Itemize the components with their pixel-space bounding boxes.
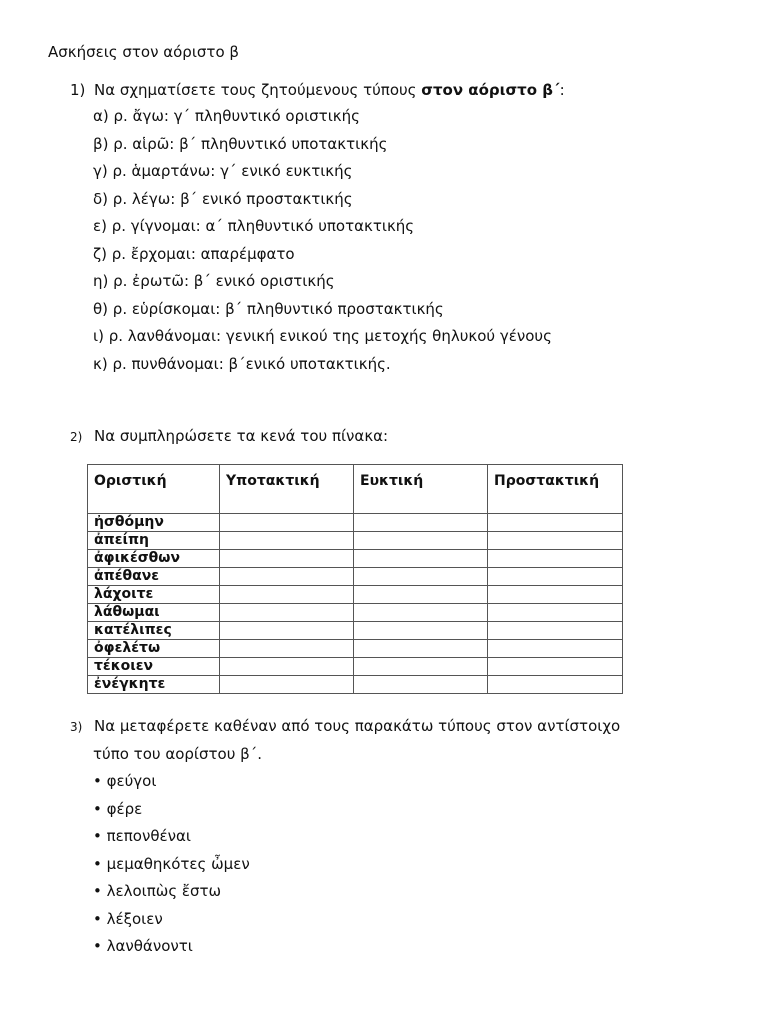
exercise-1-instruction-bold: στον αόριστο β΄ [421, 81, 560, 99]
table-cell-blank [488, 676, 623, 694]
exercise-3-number: 3) [70, 720, 83, 734]
table-cell-form: λάθωμαι [88, 604, 220, 622]
exercise-1-item: α) ρ. ἄγω: γ΄ πληθυντικό οριστικής [93, 107, 360, 125]
conjugation-table [87, 464, 623, 694]
exercise-3-item: • λέξοιεν [93, 909, 163, 928]
table-cell-blank [354, 640, 488, 658]
exercise-3-item: • λελοιπὼς ἔστω [93, 882, 222, 900]
table-cell-blank [354, 676, 488, 694]
table-cell-blank [488, 532, 623, 550]
exercise-3-item: • φεύγοι [93, 772, 157, 790]
table-cell-blank [488, 568, 623, 586]
table-row [88, 604, 623, 622]
table-cell-blank [354, 568, 488, 586]
exercise-2-heading [70, 427, 388, 445]
table-cell-blank [488, 550, 623, 568]
exercise-3-list [93, 768, 250, 961]
exercise-1-item: ζ) ρ. ἔρχομαι: απαρέμφατο [93, 244, 295, 263]
table-cell-blank [354, 604, 488, 622]
table-cell-blank [220, 568, 354, 586]
table-cell-blank [488, 640, 623, 658]
table-row [88, 514, 623, 532]
table-cell-blank [488, 658, 623, 676]
table-cell-form: λάχοιτε [88, 586, 220, 604]
exercise-1-item: η) ρ. ἐρωτῶ: β΄ ενικό οριστικής [93, 272, 335, 290]
exercise-1-item: δ) ρ. λέγω: β΄ ενικό προστακτικής [93, 189, 353, 208]
table-header-cell: Προστακτική [488, 465, 623, 514]
table-cell-form: ἀπείπη [88, 532, 220, 550]
table-cell-blank [354, 622, 488, 640]
table-row [88, 568, 623, 586]
table-cell-form: κατέλιπες [88, 622, 220, 640]
exercise-1-heading [70, 81, 565, 99]
exercise-1-item: γ) ρ. ἁμαρτάνω: γ΄ ενικό ευκτικής [93, 162, 353, 180]
exercise-3-item: • πεπονθέναι [93, 827, 191, 845]
table-cell-blank [488, 604, 623, 622]
table-cell-form: ὀφελέτω [88, 640, 220, 658]
table-cell-blank [220, 532, 354, 550]
table-header-cell: Υποτακτική [220, 465, 354, 514]
table-cell-blank [220, 550, 354, 568]
exercise-1-item: θ) ρ. εὑρίσκομαι: β΄ πληθυντικό προστακτικής [93, 299, 444, 318]
table-cell-blank [354, 550, 488, 568]
table-cell-blank [488, 622, 623, 640]
table-cell-blank [220, 586, 354, 604]
table-cell-form: ἀφικέσθων [88, 550, 220, 568]
table-cell-blank [220, 622, 354, 640]
table-header-cell: Ευκτική [354, 465, 488, 514]
table-row [88, 586, 623, 604]
table-cell-blank [488, 586, 623, 604]
table-cell-blank [220, 676, 354, 694]
exercise-3-item: • λανθάνοντι [93, 937, 193, 955]
exercise-1-list [93, 103, 552, 378]
table-cell-blank [220, 658, 354, 676]
table-cell-blank [354, 586, 488, 604]
table-cell-form: ἠσθόμην [88, 514, 220, 532]
table-row [88, 676, 623, 694]
exercise-1-item: β) ρ. αἱρῶ: β΄ πληθυντικό υποτακτικής [93, 134, 388, 153]
table-cell-blank [220, 640, 354, 658]
exercise-2-number: 2) [70, 430, 83, 444]
exercise-1-item: ε) ρ. γίγνομαι: α΄ πληθυντικό υποτακτικής [93, 217, 415, 235]
exercise-1-item: ι) ρ. λανθάνομαι: γενική ενικού της μετοχής θηλυκού γένους [93, 327, 552, 345]
exercise-1-item: κ) ρ. πυνθάνομαι: β΄ενικό υποτακτικής. [93, 354, 391, 373]
exercise-1-instruction: Να σχηματίσετε τους ζητούμενους τύπους στον αόριστο β΄: [94, 81, 565, 99]
exercise-3-item: • μεμαθηκότες ὦμεν [93, 854, 250, 873]
table-cell-blank [220, 604, 354, 622]
table-cell-form: ἐνέγκητε [88, 676, 220, 694]
table-cell-blank [220, 514, 354, 532]
table-row [88, 658, 623, 676]
table-cell-blank [354, 658, 488, 676]
table-row [88, 550, 623, 568]
table-header-row [88, 465, 623, 514]
table-cell-blank [354, 532, 488, 550]
table-row [88, 532, 623, 550]
table-header-cell: Οριστική [88, 465, 220, 514]
table-row [88, 622, 623, 640]
table-cell-form: τέκοιεν [88, 658, 220, 676]
exercise-1-number: 1) [70, 81, 86, 99]
table-row [88, 640, 623, 658]
exercise-2-instruction: Να συμπληρώσετε τα κενά του πίνακα: [94, 427, 389, 445]
document-title: Ασκήσεις στον αόριστο β [48, 43, 239, 61]
exercise-3-item: • φέρε [93, 799, 143, 818]
exercise-3-heading [70, 717, 620, 735]
table-body [88, 514, 623, 694]
table-cell-form: ἀπέθανε [88, 568, 220, 586]
table-cell-blank [488, 514, 623, 532]
table-cell-blank [354, 514, 488, 532]
exercise-3-instruction-line1: Να μεταφέρετε καθέναν από τους παρακάτω τύπους στον αντίστοιχο [94, 717, 621, 735]
exercise-3-instruction-line2: τύπο του αορίστου β΄. [93, 745, 263, 763]
